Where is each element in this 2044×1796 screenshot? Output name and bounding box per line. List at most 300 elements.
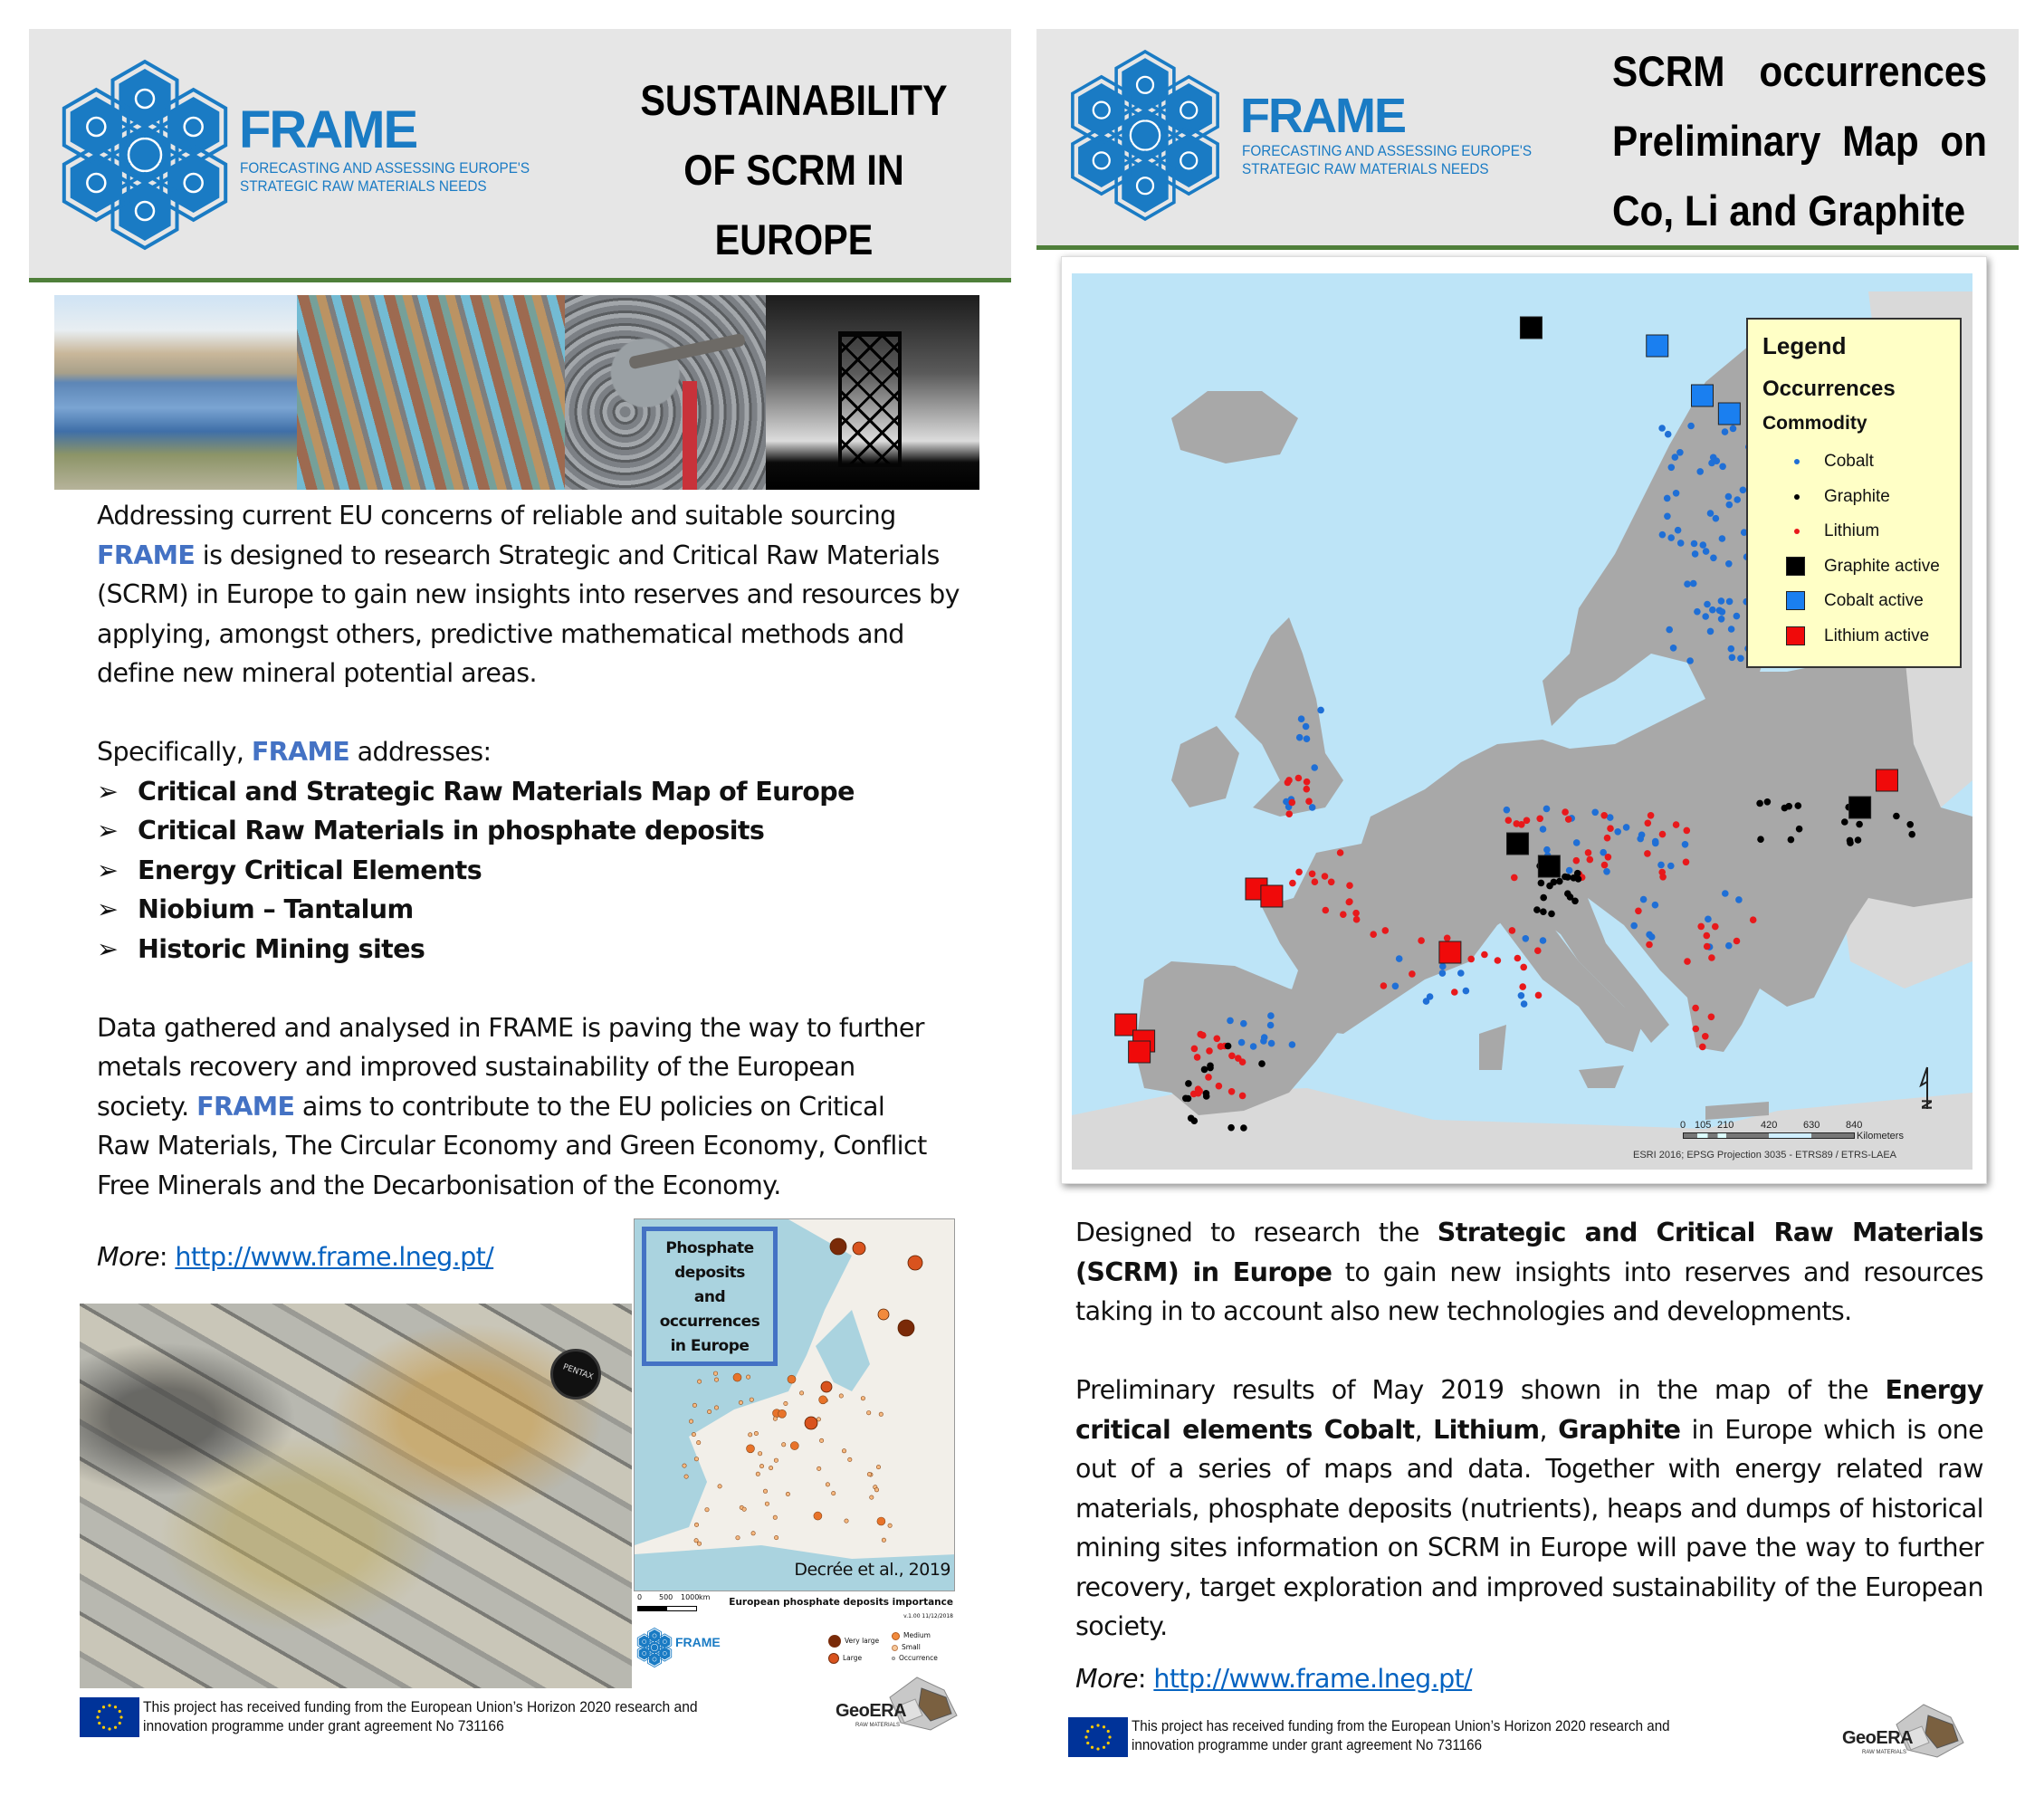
phosphate-deposit [694,1457,698,1461]
logo-tagline [1242,142,1532,178]
text: Data gathered and analysed in FRAME is paving the way to further metals recovery and improved sustainability of the European society. [97,1012,924,1122]
cobalt-occurrence [1687,423,1695,430]
lithium-occurrence [1585,849,1592,856]
lithium-occurrence [1712,923,1719,931]
logo-tagline-line: FORECASTING AND ASSESSING EUROPE'S [240,159,530,177]
cobalt-occurrence [1691,540,1698,548]
legend-item [1748,626,1960,654]
cobalt-occurrence [1227,1017,1234,1025]
lithium-occurrence [1645,820,1652,827]
text: in Europe which is one out of a series of maps and data. Together with energy related raw materials, phosphate deposits (nutrients), heaps and dumps of historical mining sites information on SCRM in Europe will pave the way to further recovery, target exploration and improved sustainability of the European society. [1075,1414,1984,1641]
lithium-occurrence [1218,1043,1225,1050]
cobalt-occurrence [1707,510,1714,517]
phosphate-deposit [689,1419,692,1423]
cobalt-occurrence [1543,806,1551,813]
lithium-occurrence [1514,820,1521,827]
lithium-occurrence [1322,873,1329,880]
frame-website-link[interactable]: http://www.frame.lneg.pt/ [1153,1663,1473,1694]
cobalt-occurrence [1676,449,1684,456]
lithium-occurrence [1382,927,1390,934]
lithium-occurrence [1587,856,1594,864]
lithium-occurrence [1697,923,1705,931]
lithium-occurrence [1194,1054,1201,1061]
graphite-occurrence [1548,911,1555,918]
scale-label: 0 [637,1593,643,1601]
title-line: OF SCRM IN [683,146,904,194]
title-line: Co, Li and Graphite [1612,186,1966,234]
cobalt-occurrence [1700,541,1707,549]
geoera-sub: RAW MATERIALS [855,1723,901,1728]
logo-word: FRAME [1240,89,1405,143]
cobalt-occurrence [1260,1037,1267,1045]
lithium-occurrence [1239,1058,1246,1065]
funding-notice [1132,1717,1670,1755]
photo-strip [54,295,979,490]
frame-website-link[interactable]: http://www.frame.lneg.pt/ [175,1241,494,1272]
phosphate-map [634,1218,955,1591]
left-body-text [97,496,975,1276]
small-dot-icon [892,1645,898,1651]
graphite-occurrence [1201,1066,1208,1074]
scale-bar [637,1606,697,1611]
graphite-occurrence [1893,813,1900,820]
phosphate-deposit [714,1406,718,1409]
scale-unit: Kilometers [1857,1131,1904,1142]
cobalt-active-square [1647,335,1668,357]
cobalt-occurrence [1614,828,1621,836]
eu-star [1091,1746,1094,1749]
addresses-list [97,772,975,970]
cobalt-occurrence [1686,657,1694,664]
cobalt-occurrence [1591,809,1599,817]
cobalt-occurrence [1463,988,1470,995]
box-line: deposits [674,1264,745,1282]
cobalt-occurrence [1648,933,1656,941]
lithium-occurrence [1340,911,1347,918]
phosphate-deposit [876,1465,880,1468]
phosphate-deposit [790,1442,798,1450]
text: is designed to research Strategic and Critical Raw Materials (SCRM) in Europe to gain new insights into reserves and resources by applying, amongst others, predictive mathematical methods and define new mineral potential areas. [97,540,960,688]
graphite-occurrence [1764,798,1772,806]
cobalt-occurrence [1670,645,1677,652]
lithium-occurrence [1536,816,1543,823]
graphite-occurrence [1757,836,1764,843]
graphite-occurrence [1185,1080,1192,1087]
phosphate-deposit [754,1431,758,1435]
cobalt-occurrence [1309,804,1316,811]
eu-star [102,1726,105,1729]
phosphate-deposit [746,1375,750,1379]
eu-star [1108,1735,1111,1738]
phosphate-deposit-large [853,1242,865,1255]
geoera-word: GeoERA [1842,1728,1914,1748]
cobalt-occurrence [1718,616,1725,623]
phosphate-deposit [756,1472,759,1476]
cobalt-occurrence [1289,1041,1296,1048]
bold-text: Strategic and Critical Raw Materials (SCRM) in Europe [1075,1218,1983,1287]
cobalt-occurrence [1714,457,1721,464]
sicily-land [1579,1065,1624,1088]
lithium-occurrence [1659,874,1667,881]
map-credit: ESRI 2016; EPSG Projection 3035 - ETRS89 / ETRS-LAEA [1633,1150,1897,1161]
frame-logo-icon [1064,43,1227,227]
cobalt-occurrence [1702,613,1709,620]
legend-item [1748,452,1960,479]
phosphate-map-figure [634,1218,955,1694]
more-link-line [1075,1659,1983,1699]
lithium-occurrence [1565,816,1572,823]
lithium-active-square [1876,769,1897,791]
phosphate-deposit [751,1532,755,1535]
logo-word: FRAME [239,100,417,159]
scale-label: 840 [1846,1120,1863,1131]
cobalt-occurrence [1439,970,1447,977]
title-line: EUROPE [714,215,874,263]
lithium-active-square [1261,885,1283,907]
cobalt-occurrence [1684,580,1691,588]
map-legend [1746,318,1962,668]
lithium-occurrence [1509,927,1516,934]
cobalt-occurrence [1692,550,1699,558]
list-item [97,811,975,851]
phosphate-deposit [845,1519,848,1523]
eu-star [1103,1725,1105,1728]
cobalt-active-square-icon [1786,591,1805,610]
cobalt-occurrence [1719,535,1726,542]
graphite-active-square [1520,317,1542,339]
cobalt-occurrence [1664,495,1671,502]
logo-tagline-line: STRATEGIC RAW MATERIALS NEEDS [240,177,487,195]
lithium-occurrence [1353,916,1361,923]
cobalt-occurrence [1722,428,1729,435]
lithium-occurrence [1289,880,1296,887]
phosphate-deposit [742,1507,746,1511]
lithium-occurrence [1601,862,1609,869]
arrow-bullet-icon: ➢ [97,776,119,807]
lithium-occurrence [1451,989,1458,996]
sardinia-land [1479,1025,1506,1070]
legend-group: Commodity [1762,413,1867,434]
lithium-occurrence [1704,943,1711,951]
lithium-occurrence [1520,964,1527,971]
lithium-occurrence [1305,798,1313,805]
header-rule [29,278,1011,282]
phosphate-deposit-large [821,1381,832,1392]
list-item [97,772,975,812]
frame-highlight: FRAME [196,1091,295,1122]
phosphate-deposit [832,1491,836,1495]
cobalt-occurrence [1668,464,1676,472]
lithium-occurrence [1708,1014,1715,1021]
scale-bar [1683,1132,1855,1139]
cobalt-occurrence [1238,1039,1246,1046]
phosphate-map-title: European phosphate deposits importance [729,1597,953,1608]
box-line: and [693,1288,726,1306]
eu-star [108,1704,110,1706]
cobalt-occurrence [1523,935,1530,942]
cobalt-occurrence [1652,840,1659,847]
legend-label: Small [902,1643,921,1651]
list-item-label: Historic Mining sites [138,933,425,964]
header-rule [1036,245,2019,250]
graphite-occurrence [1906,821,1914,828]
lithium-occurrence [1444,935,1451,942]
geoera-word: GeoERA [836,1701,907,1721]
cobalt-occurrence [1703,548,1710,555]
cobalt-occurrence [1705,916,1712,923]
bold-text: Graphite [1558,1414,1681,1445]
text: , [1539,1414,1559,1445]
phosphate-deposit [774,1458,778,1462]
cobalt-occurrence [1603,868,1610,875]
legend-label: Lithium active [1824,626,1930,645]
phosphate-deposit [765,1502,769,1505]
cobalt-occurrence [1640,896,1648,903]
graphite-occurrence [1856,821,1863,828]
lithium-occurrence [1734,938,1741,945]
graphite-active-square [1538,855,1560,877]
left-footer [80,1697,985,1741]
cobalt-occurrence [1283,798,1290,806]
lithium-dot-icon [1794,529,1800,534]
cobalt-occurrence [1737,655,1744,663]
phosphate-deposit [718,1485,721,1488]
lithium-occurrence [1644,850,1651,857]
phosphate-deposit [839,1394,843,1398]
eu-star [1103,1746,1105,1749]
cobalt-occurrence [1722,890,1729,897]
lithium-occurrence [1304,786,1311,793]
separator: : [158,1241,176,1272]
cobalt-occurrence [1296,734,1304,741]
lithium-occurrence [1239,1093,1246,1100]
cobalt-occurrence [1709,607,1716,614]
phosphate-deposit [713,1371,717,1375]
phosphate-deposit [861,1397,864,1400]
arrow-bullet-icon: ➢ [97,816,119,845]
lithium-occurrence [1228,1088,1236,1095]
lithium-occurrence [1295,869,1303,876]
phosphate-deposit [736,1536,740,1540]
legend-label: Graphite [1824,486,1890,506]
graphite-occurrence [1785,803,1792,810]
logo-tagline-line: STRATEGIC RAW MATERIALS NEEDS [1242,160,1489,177]
funding-line: innovation programme under grant agreement No 731166 [1132,1737,1483,1753]
cobalt-occurrence [1735,896,1743,903]
phosphate-deposit [877,1517,885,1525]
lithium-occurrence [1519,983,1526,990]
phosphate-deposit [739,1400,742,1404]
cobalt-occurrence [1675,527,1682,534]
lithium-active-square-icon [1786,626,1805,645]
cobalt-occurrence [1667,534,1675,541]
phosphate-deposit [867,1472,871,1476]
cobalt-occurrence [1311,764,1318,771]
cobalt-occurrence [1677,540,1685,547]
eu-star [1107,1730,1110,1733]
right-header [1036,29,2019,246]
list-item-label: Energy Critical Elements [138,855,482,885]
lithium-occurrence [1684,827,1691,835]
photo-open-pit-lake [54,295,297,490]
graphite-active-square-icon [1786,557,1805,576]
box-line: in Europe [670,1337,750,1355]
frame-highlight: FRAME [251,737,350,767]
bold-text: Lithium [1433,1414,1540,1445]
lithium-occurrence [1514,955,1522,962]
lithium-active-square [1129,1041,1151,1063]
eu-flag-icon [1068,1717,1128,1757]
phosphate-deposit [707,1409,711,1413]
graphite-occurrence [1207,1065,1214,1072]
cobalt-occurrence [1652,902,1659,909]
legend-small [892,1643,921,1651]
cobalt-occurrence [1725,493,1733,501]
phosphate-credit: Decrée et al., 2019 [794,1560,950,1580]
cobalt-occurrence [1734,496,1741,503]
eu-star [114,1705,117,1708]
lithium-occurrence [1523,817,1531,825]
phosphate-deposit [759,1464,763,1467]
cobalt-active-square [1718,403,1740,425]
graphite-occurrence [1540,908,1547,915]
lithium-occurrence [1346,899,1353,906]
phosphate-frame-logo [635,1626,721,1673]
ireland-land [1171,726,1239,807]
graphite-occurrence [1551,879,1558,886]
frame-logo-icon [54,53,235,257]
lithium-occurrence [1346,882,1353,889]
eu-star [114,1726,117,1729]
lithium-occurrence [1481,951,1488,959]
scrm-occurrence-map [1072,273,1972,1170]
cobalt-occurrence [1707,628,1714,635]
large-dot-icon [828,1653,839,1664]
lithium-occurrence [1702,1033,1709,1040]
text: to gain new insights into reserves and resources taking in to account also new technologies and developments. [1075,1256,1983,1326]
legend-large [828,1653,862,1664]
eu-flag-icon [80,1697,139,1737]
eu-star [1086,1730,1089,1733]
phosphate-deposit [692,1432,695,1436]
legend-item [1748,521,1960,549]
more-label: More [1075,1663,1138,1694]
box-line: Phosphate [665,1239,754,1257]
phosphate-deposit [697,1440,701,1444]
frame-highlight: FRAME [97,540,196,570]
legend-item [1748,487,1960,514]
scrm-occurrence-map-figure [1061,256,1987,1184]
graphite-occurrence [1182,1095,1189,1103]
occurrence-dot-icon [892,1657,895,1660]
lithium-occurrence [1337,849,1344,856]
text: , [1414,1414,1434,1445]
graphite-occurrence [1908,831,1915,838]
cobalt-occurrence [1704,601,1711,608]
eu-star [98,1722,100,1724]
eu-star [119,1722,121,1724]
right-footer [1068,1717,2010,1761]
scale-label: 630 [1803,1120,1820,1131]
graphite-occurrence [1225,1043,1232,1050]
frame-logo-icon [635,1626,673,1669]
phosphate-deposit [784,1401,788,1405]
phosphate-deposit [814,1512,822,1520]
cobalt-occurrence [1317,707,1324,714]
legend-subtitle: Occurrences [1762,377,1896,401]
cobalt-occurrence [1659,531,1667,539]
cobalt-occurrence [1392,983,1399,990]
cobalt-occurrence [1298,715,1305,722]
lithium-occurrence [1206,1047,1213,1055]
cobalt-occurrence [1540,937,1547,944]
text: addresses: [349,737,492,767]
graphite-occurrence [1575,875,1582,883]
title-line: SCRM occurrences [1612,47,1987,95]
cobalt-occurrence [1504,807,1511,814]
eu-star [98,1710,100,1713]
graphite-occurrence [1796,826,1803,833]
more-label: More [97,1241,159,1272]
phosphate-deposit [817,1466,821,1470]
cobalt-occurrence [1566,867,1573,874]
phosphate-deposit [819,1438,823,1442]
graphite-occurrence [1788,836,1795,844]
scale-label: 0 [1680,1120,1686,1131]
lithium-occurrence [1750,916,1757,923]
cobalt-occurrence [1726,502,1734,509]
logo-word: FRAME [675,1635,721,1649]
lithium-occurrence [1562,808,1569,816]
logo-tagline-line: FORECASTING AND ASSESSING EUROPE'S [1242,142,1533,159]
lithium-occurrence [1683,859,1690,866]
eu-star [1107,1742,1110,1744]
phosphate-deposit [874,1488,878,1492]
graphite-occurrence [1533,906,1541,913]
scale-label: 210 [1717,1120,1734,1131]
phosphate-deposit [694,1523,698,1526]
lithium-occurrence [1409,970,1416,978]
legend-title: Legend [1762,332,1847,359]
cobalt-occurrence [1396,955,1403,962]
list-item-label: Critical Raw Materials in phosphate deposits [138,816,765,845]
lithium-occurrence [1692,1005,1699,1012]
funding-line: This project has received funding from the European Union’s Horizon 2020 research and [143,1698,698,1715]
scale-label: 500 [659,1593,673,1601]
eu-star [96,1715,99,1718]
cobalt-occurrence [1630,922,1638,930]
phosphate-deposit-large [805,1417,817,1429]
funding-line: innovation programme under grant agreement No 731166 [143,1717,504,1734]
cobalt-occurrence [1267,1012,1275,1019]
lens-cap [550,1349,601,1400]
graphite-occurrence [1795,802,1802,809]
cobalt-occurrence [1734,613,1741,620]
lithium-occurrence [1214,1036,1221,1043]
phosphate-deposit [848,1457,852,1461]
geoera-sub: RAW MATERIALS [1862,1750,1907,1755]
phosphate-deposit [733,1373,741,1381]
cobalt-occurrence [1303,723,1310,731]
cobalt-occurrence [1240,1020,1247,1027]
list-item [97,851,975,891]
legend-very-large [828,1635,879,1648]
lithium-occurrence [1573,857,1581,865]
hammer-icon [628,333,746,370]
phosphate-deposit [786,1492,789,1495]
eu-star [1091,1725,1094,1728]
cobalt-occurrence [1713,515,1720,522]
